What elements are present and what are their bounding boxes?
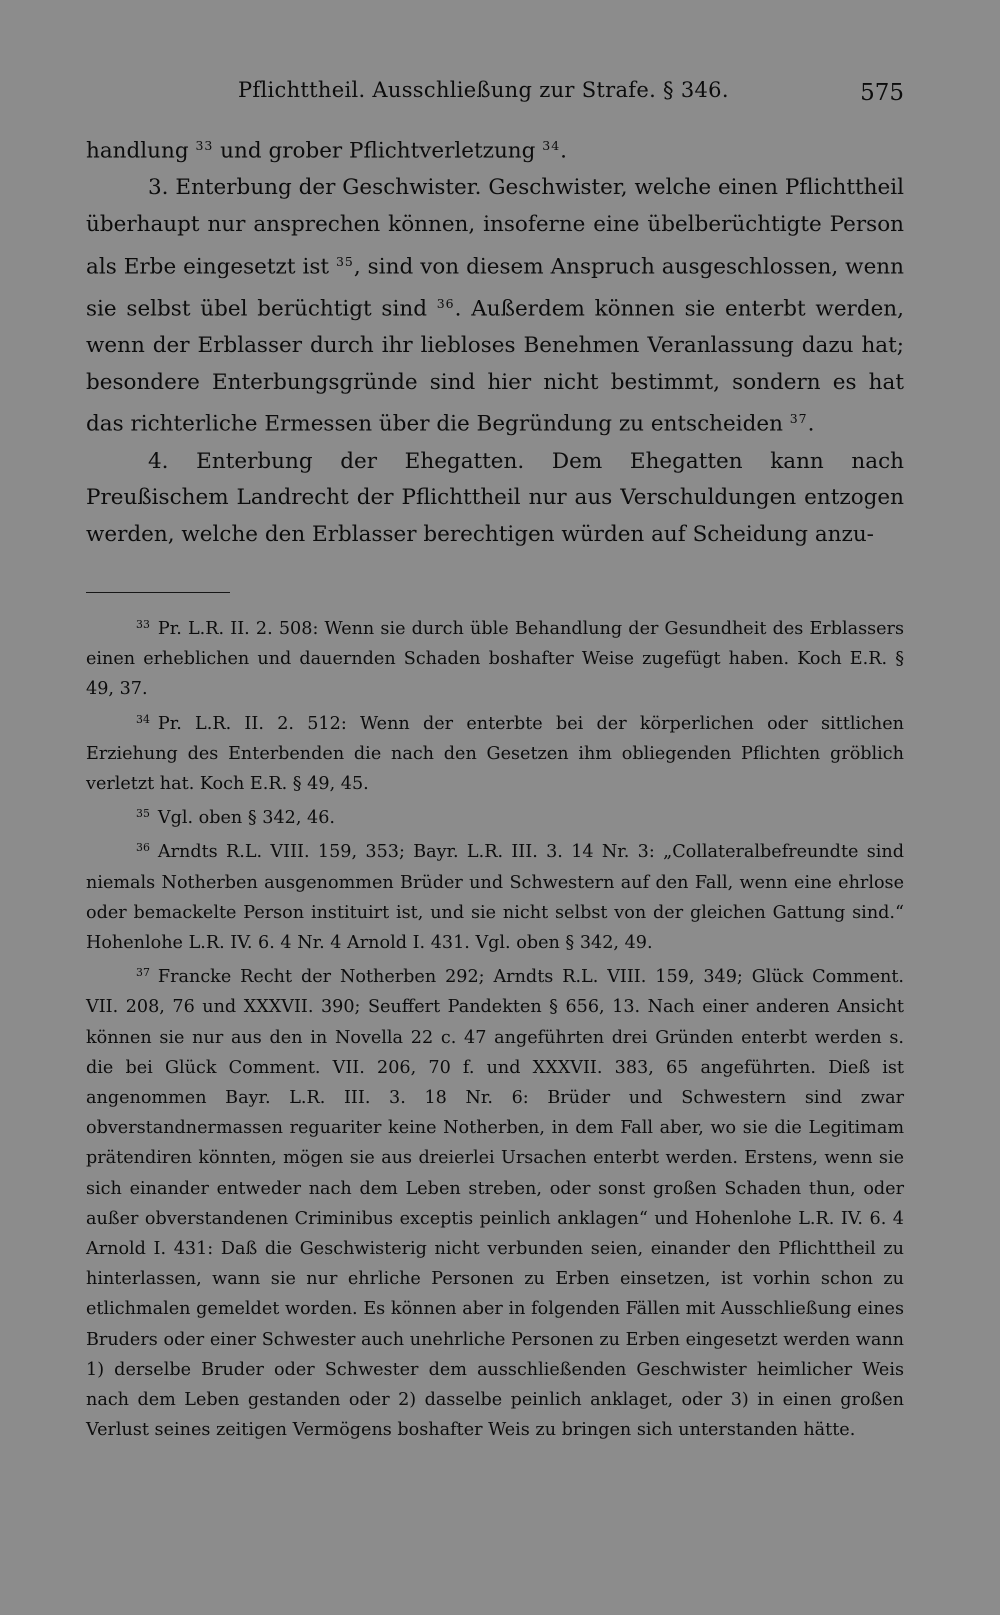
footnote-text: Pr. L.R. II. 2. 512: Wenn der enterbte bei der körperlichen oder sittlichen Erziehung des Enterbenden die nach den Gesetzen ihm obliegenden Pflichten gröblich verletzt hat. Koch E.R. § 49, 45.	[86, 713, 904, 795]
text-run: und grober Pflichtverletzung	[213, 138, 543, 164]
footnote-36	[86, 833, 904, 958]
footnote-34	[86, 705, 904, 800]
footnote-text: Arndts R.L. VIII. 159, 353; Bayr. L.R. III. 3. 14 Nr. 3: „Collateralbefreundte sind niemals Notherben ausgenommen Brüder und Schwestern auf den Fall, wenn eine ehrlose oder bemackelte Person instituirt ist, und sie nicht selbst von der gleichen Gattung sind.“ Hohenlohe L.R. IV. 6. 4 Nr. 4 Arnold I. 431. Vgl. oben § 342, 49.	[86, 842, 904, 954]
paragraph-enterbung-geschwister	[86, 170, 904, 443]
paragraph-enterbung-ehegatten	[86, 444, 904, 554]
footnote-number: 34	[136, 712, 150, 726]
footnote-ref-36: 36	[436, 295, 455, 311]
footnote-37	[86, 958, 904, 1445]
footnote-ref-34: 34	[542, 138, 561, 153]
footnote-text: Pr. L.R. II. 2. 508: Wenn sie durch üble Behandlung der Gesundheit des Erblassers einen erheblichen und dauernden Schaden boshafter Weise zugefügt haben. Koch E.R. § 49, 37.	[86, 619, 904, 700]
footnote-separator	[86, 592, 230, 593]
main-text	[86, 128, 904, 553]
footnote-text: Francke Recht der Notherben 292; Arndts R.L. VIII. 159, 349; Glück Comment. VII. 208, 76 und XXXVII. 390; Seuffert Pandekten § 656, 13. Nach einer anderen Ansicht können sie nur aus den in Novella 22 c. 47 angeführten drei Gründen enterbt werden s. die bei Glück Comment. VII. 206, 70 f. und XXXVII. 383, 65 angeführten. Dieß ist angenommen Bayr. L.R. III. 3. 18 Nr. 6: Brüder und Schwestern sind zwar obverstandnermassen reguariter keine Notherben, in dem Fall aber, wo sie die Legitimam prätendiren könnten, mögen sie aus dreierlei Ursachen enterbt werden. Erstens, wenn sie sich einander entweder nach dem Leben streben, oder sonst großen Schaden thun, oder außer obverstandenen Criminibus exceptis peinlich anklagen“ und Hohenlohe L.R. IV. 6. 4 Arnold I. 431: Daß die Geschwisterig nicht verbunden seien, einander den Pflichttheil zu hinterlassen, wann sie nur ehrliche Personen zu Erben einsetzen, ist vorhin schon zu etlichmalen gemeldet worden. Es können aber in folgenden Fällen mit Ausschließung eines Bruders oder einer Schwester auch unehrliche Personen zu Erben eingesetzt werden wann 1) derselbe Bruder oder Schwester dem ausschließenden Geschwister heimlicher Weis nach dem Leben gestanden oder 2) dasselbe peinlich anklaget, oder 3) in einen großen Verlust seines zeitigen Vermögens boshafter Weis zu bringen sich unterstanden hätte.	[86, 967, 904, 1441]
footnote-ref-35: 35	[335, 253, 354, 269]
footnote-33	[86, 610, 904, 705]
paragraph-continuation	[86, 128, 904, 170]
text-run: .	[560, 138, 567, 164]
footnotes	[86, 610, 904, 1445]
footnote-text: Vgl. oben § 342, 46.	[157, 808, 335, 829]
footnote-ref-33: 33	[195, 138, 214, 153]
text-run: 3. Enterbung der Geschwister. Geschwister, welche einen Pflichttheil überhaupt nur ansprechen können, insoferne eine übelberüchtigte Person als Erbe eingesetzt ist	[86, 175, 904, 280]
text-run: handlung	[86, 138, 196, 164]
running-head: Pflichttheil. Ausschließung zur Strafe. § 346.	[238, 78, 729, 102]
page-header	[86, 78, 904, 114]
footnote-number: 36	[136, 841, 150, 855]
text-run: 4. Enterbung der Ehegatten. Dem Ehegatten kann nach Preußischem Landrecht der Pflichttheil nur aus Verschuldungen entzogen werden, welche den Erblasser berechtigen würden auf Scheidung anzu-	[86, 448, 904, 547]
footnote-ref-37: 37	[789, 411, 808, 427]
text-run: , sind von diesem Anspruch ausgeschlossen, wenn sie selbst übel berüchtigt sind	[86, 254, 904, 322]
footnote-number: 35	[136, 807, 150, 821]
text-run: . Außerdem können sie enterbt werden, wenn der Erblasser durch ihr liebloses Benehmen Veranlassung dazu hat; besondere Enterbungsgründe sind hier nicht bestimmt, sondern es hat das richterliche Ermessen über die Begründung zu entscheiden	[86, 296, 904, 438]
footnote-number: 37	[136, 966, 150, 980]
footnote-number: 33	[136, 618, 150, 631]
text-run: .	[807, 412, 815, 438]
footnote-35	[86, 799, 904, 833]
page-number: 575	[860, 80, 904, 106]
